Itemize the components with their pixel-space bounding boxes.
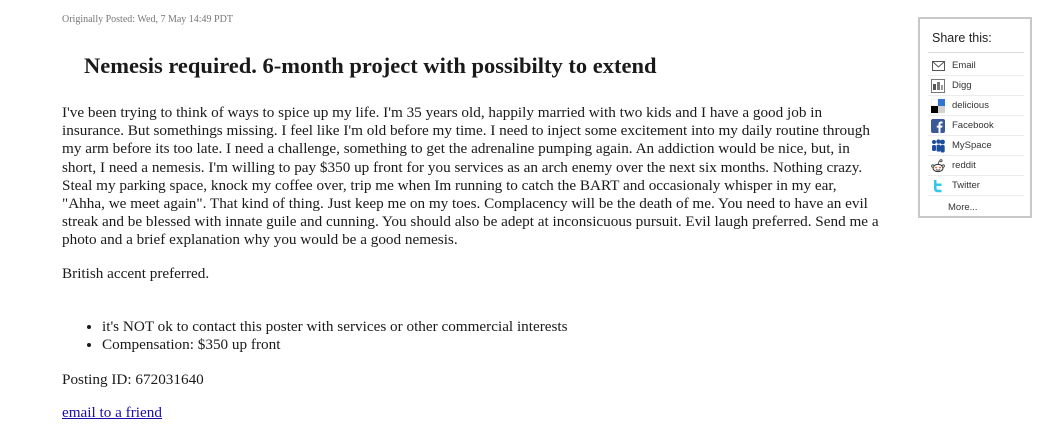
myspace-icon (931, 139, 945, 153)
delicious-icon (931, 99, 945, 113)
share-item-myspace[interactable] (928, 136, 1024, 156)
share-item-label: Facebook (952, 120, 994, 131)
post-body-line: "Ahha, we meet again". That kind of thing. Just keep me on my toes. Complacency will be the death of me. You need to have an evil (62, 195, 868, 213)
accent-note: British accent preferred. (62, 265, 210, 282)
share-item-twitter[interactable] (928, 176, 1024, 196)
post-body-line: Steal my parking space, knock my coffee over, trip me when Im running to catch the BART and occasionaly whisper in my ear, (62, 176, 837, 194)
share-item-label: reddit (952, 160, 976, 171)
share-item-email[interactable] (928, 56, 1024, 76)
share-item-digg[interactable] (928, 76, 1024, 96)
share-item-label: Email (952, 60, 976, 71)
share-item-reddit[interactable] (928, 156, 1024, 176)
notes-item: • Compensation: $350 up front (102, 336, 568, 354)
post-body-paragraph (62, 104, 918, 250)
post-body-line: my arm before its too late. I need a challenge, something to get the adrenaline pumping again. An addiction would be nice, but, in (62, 140, 850, 158)
posting-id: Posting ID: 672031640 (62, 371, 204, 388)
share-list (928, 56, 1024, 196)
share-item-label: delicious (952, 100, 989, 111)
posting-notes (62, 318, 568, 355)
share-item-delicious[interactable] (928, 96, 1024, 116)
reddit-icon (931, 159, 945, 173)
share-item-label: Twitter (952, 180, 980, 191)
share-title: Share this: (932, 31, 992, 45)
share-widget (918, 17, 1032, 218)
post-body-line: photo and a brief explanation why you would be a good nemesis. (62, 231, 458, 249)
post-body-line: short, I need a nemesis. I'm willing to pay $350 up front for you services as an arch enemy over the next six months. Nothing crazy. (62, 158, 863, 176)
share-more-link[interactable]: More... (948, 202, 978, 213)
page-title: Nemesis required. 6-month project with possibilty to extend (84, 53, 657, 78)
share-item-facebook[interactable] (928, 116, 1024, 136)
twitter-icon (931, 179, 945, 193)
share-divider (928, 52, 1024, 53)
post-body-line: insurance. But somethings missing. I feel like I'm old before my time. I need to inject some excitement into my daily routine through (62, 122, 870, 140)
share-item-label: MySpace (952, 140, 992, 151)
facebook-icon (931, 119, 945, 133)
share-item-label: Digg (952, 80, 972, 91)
post-body-line: streak and be blessed with innate guile and cunning. You should also be adept at inconsicuous pursuit. Evil laugh preferred. Send me a (62, 213, 879, 231)
posted-date: Originally Posted: Wed, 7 May 14:49 PDT (62, 14, 233, 25)
post-body (62, 104, 918, 250)
post-body-line: I've been trying to think of ways to spice up my life. I'm 35 years old, happily married with two kids and I have a good job in (62, 104, 823, 121)
email-icon (931, 59, 945, 73)
email-to-friend-link[interactable]: email to a friend (62, 404, 162, 421)
notes-item: • it's NOT ok to contact this poster with services or other commercial interests (102, 318, 568, 336)
digg-icon (931, 79, 945, 93)
